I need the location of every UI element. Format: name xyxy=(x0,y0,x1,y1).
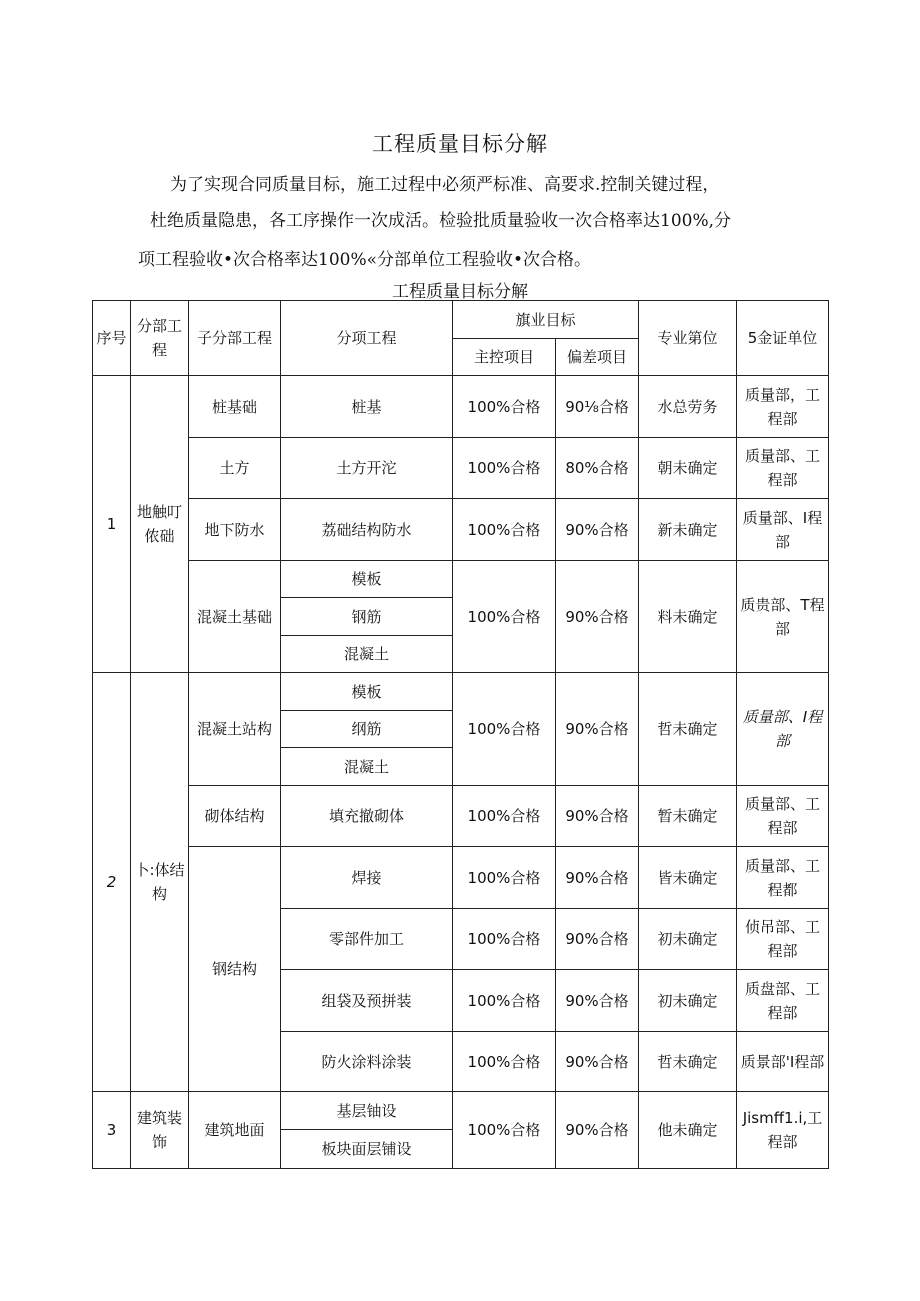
cell-item: 焊接 xyxy=(281,847,453,909)
cell-division: 卜:体结构 xyxy=(131,673,189,1092)
table-caption: 工程质量目标分解 xyxy=(392,282,528,302)
cell-tolerance: 90%合格 xyxy=(556,1032,639,1092)
cell-subdivision: 地下防水 xyxy=(189,499,281,561)
cell-item: 钢筋 xyxy=(281,598,453,636)
cell-subdivision: 桩基础 xyxy=(189,376,281,438)
cell-main: 100%合格 xyxy=(453,847,556,909)
header-main-control: 主控项目 xyxy=(453,339,556,376)
page-title: 工程质量目标分解 xyxy=(372,132,548,156)
cell-item: 模板 xyxy=(281,673,453,711)
header-item: 分项工程 xyxy=(281,301,453,376)
cell-division: 地触叮侬础 xyxy=(131,376,189,673)
cell-professional: 皆未确定 xyxy=(639,847,737,909)
cell-tolerance: 90%合格 xyxy=(556,786,639,847)
intro-paragraph-line-3: 项工程验收•次合格率达100%«分部单位工程验收•次合格。 xyxy=(138,250,592,270)
cell-tolerance: 90%合格 xyxy=(556,499,639,561)
table-row xyxy=(93,1092,829,1130)
header-subdivision: 子分部工程 xyxy=(189,301,281,376)
table-row xyxy=(93,786,829,847)
cell-item: 荔础结构防水 xyxy=(281,499,453,561)
cell-verifier: 质量部、I程部 xyxy=(737,499,829,561)
cell-tolerance: 80%合格 xyxy=(556,438,639,499)
cell-item: 板块面层铺设 xyxy=(281,1130,453,1169)
cell-verifier: 质量部、I程部 xyxy=(737,673,829,786)
cell-verifier: 质量部，工程部 xyxy=(737,376,829,438)
cell-tolerance: 90⅛合格 xyxy=(556,376,639,438)
cell-seq: 3 xyxy=(93,1092,131,1169)
cell-item: 纲筋 xyxy=(281,711,453,748)
cell-subdivision: 钢结构 xyxy=(189,847,281,1092)
cell-professional: 新未确定 xyxy=(639,499,737,561)
cell-division: 建筑装饰 xyxy=(131,1092,189,1169)
cell-seq: 2 xyxy=(93,673,131,1092)
cell-subdivision: 混凝土基础 xyxy=(189,561,281,673)
cell-main: 100%合格 xyxy=(453,1032,556,1092)
cell-main: 100%合格 xyxy=(453,786,556,847)
cell-verifier: Jismff1.i,工程部 xyxy=(737,1092,829,1169)
table-row xyxy=(93,847,829,909)
cell-verifier: 侦吊部、工程部 xyxy=(737,909,829,970)
cell-subdivision: 土方 xyxy=(189,438,281,499)
cell-tolerance: 90%合格 xyxy=(556,847,639,909)
header-division: 分部工程 xyxy=(131,301,189,376)
cell-tolerance: 90%合格 xyxy=(556,970,639,1032)
cell-tolerance: 90%合格 xyxy=(556,909,639,970)
cell-tolerance: 90%合格 xyxy=(556,1092,639,1169)
cell-main: 100%合格 xyxy=(453,438,556,499)
cell-verifier: 质景部'I程部 xyxy=(737,1032,829,1092)
cell-professional: 初未确定 xyxy=(639,970,737,1032)
quality-target-table xyxy=(92,300,829,1169)
cell-main: 100%合格 xyxy=(453,673,556,786)
cell-main: 100%合格 xyxy=(453,499,556,561)
cell-subdivision: 建筑地面 xyxy=(189,1092,281,1169)
cell-main: 100%合格 xyxy=(453,909,556,970)
cell-verifier: 质量部、工程部 xyxy=(737,438,829,499)
intro-paragraph-line-1: 为了实现合同质量目标，施工过程中必须严标准、高要求.控制关键过程， xyxy=(170,175,720,195)
header-tolerance: 偏差项目 xyxy=(556,339,639,376)
cell-professional: 哲未确定 xyxy=(639,1032,737,1092)
cell-item: 桩基 xyxy=(281,376,453,438)
cell-item: 填充撤砌体 xyxy=(281,786,453,847)
cell-professional: 朝未确定 xyxy=(639,438,737,499)
cell-verifier: 质盘部、工程部 xyxy=(737,970,829,1032)
cell-item: 混凝土 xyxy=(281,636,453,673)
cell-item: 混凝土 xyxy=(281,748,453,786)
cell-professional: 他未确定 xyxy=(639,1092,737,1169)
cell-item: 防火涂料涂装 xyxy=(281,1032,453,1092)
cell-main: 100%合格 xyxy=(453,1092,556,1169)
cell-item: 零部件加工 xyxy=(281,909,453,970)
cell-subdivision: 砌体结构 xyxy=(189,786,281,847)
cell-tolerance: 90%合格 xyxy=(556,561,639,673)
cell-verifier: 质量部、工程都 xyxy=(737,847,829,909)
cell-professional: 水总劳务 xyxy=(639,376,737,438)
cell-verifier: 质贵部、T程部 xyxy=(737,561,829,673)
cell-main: 100%合格 xyxy=(453,376,556,438)
cell-subdivision: 混凝土站构 xyxy=(189,673,281,786)
header-seq: 序号 xyxy=(93,301,131,376)
cell-professional: 料未确定 xyxy=(639,561,737,673)
cell-professional: 哲未确定 xyxy=(639,673,737,786)
table-row xyxy=(93,561,829,598)
table-row xyxy=(93,673,829,711)
cell-item: 基层铀设 xyxy=(281,1092,453,1130)
cell-main: 100%合格 xyxy=(453,970,556,1032)
header-verifier: 5金证单位 xyxy=(737,301,829,376)
cell-main: 100%合格 xyxy=(453,561,556,673)
cell-item: 模板 xyxy=(281,561,453,598)
header-professional: 专业第位 xyxy=(639,301,737,376)
table-row xyxy=(93,376,829,438)
header-target-group: 旗业目标 xyxy=(453,301,639,339)
cell-tolerance: 90%合格 xyxy=(556,673,639,786)
cell-seq: 1 xyxy=(93,376,131,673)
cell-professional: 暂未确定 xyxy=(639,786,737,847)
cell-item: 土方开沱 xyxy=(281,438,453,499)
cell-item: 组袋及预拼装 xyxy=(281,970,453,1032)
intro-paragraph-line-2: 杜绝质量隐患，各工序操作一次成活。检验批质量验收一次合格率达100%,分 xyxy=(150,211,732,231)
cell-verifier: 质量部、工程部 xyxy=(737,786,829,847)
table-row xyxy=(93,438,829,499)
table-row xyxy=(93,499,829,561)
cell-professional: 初未确定 xyxy=(639,909,737,970)
